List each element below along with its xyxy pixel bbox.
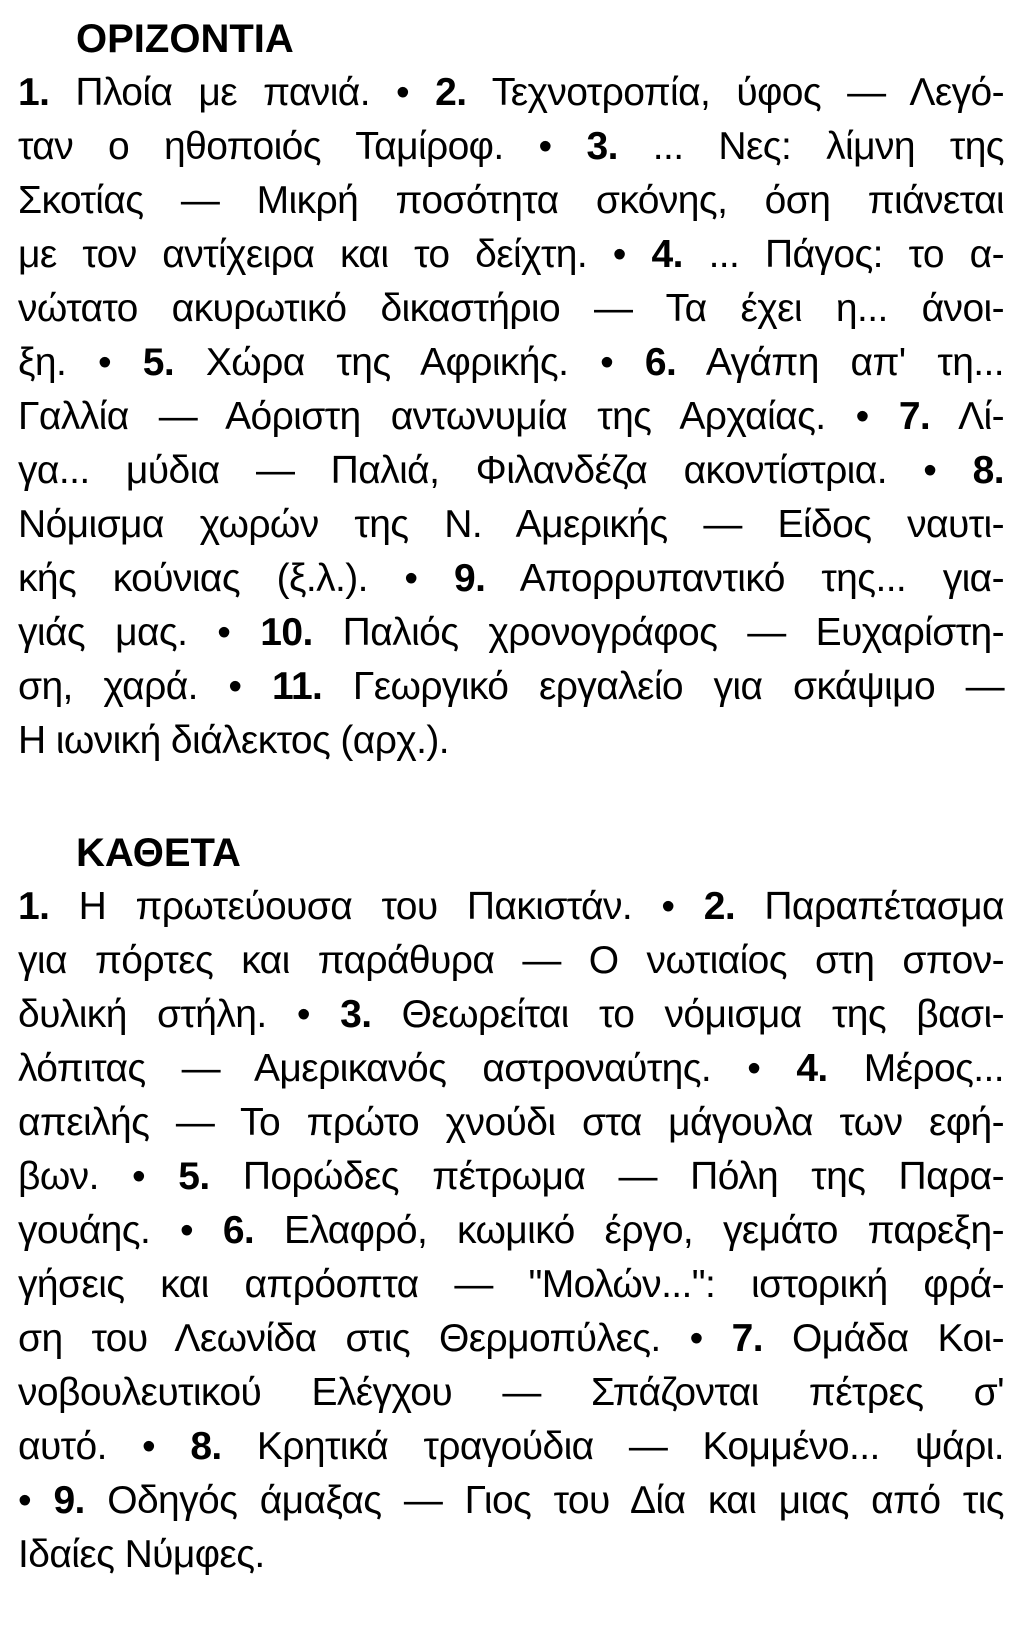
clue-line: ταν ο ηθοποιός Ταμίροφ. • 3. ... Νες: λίμνη της (18, 125, 1004, 168)
clue-line: απειλής — Το πρώτο χνούδι στα μάγουλα των εφή- (18, 1101, 1004, 1144)
clue-line: Γαλλία — Αόριστη αντωνυμία της Αρχαίας. • 7. Λί- (18, 395, 1004, 438)
across-clues (18, 66, 1004, 768)
clue-line: Ιδαίες Νύμφες. (18, 1533, 265, 1576)
clue-line: ση, χαρά. • 11. Γεωργικό εργαλείο για σκάψιμο — (18, 665, 1004, 708)
clue-line: λόπιτας — Αμερικανός αστροναύτης. • 4. Μέρος... (18, 1047, 1004, 1090)
clue-line: νώτατο ακυρωτικό δικαστήριο — Τα έχει η... άνοι- (18, 287, 1004, 330)
clue-line: αυτό. • 8. Κρητικά τραγούδια — Κομμένο... ψάρι. (18, 1425, 1004, 1468)
down-clues (18, 880, 1004, 1582)
clue-line: βων. • 5. Πορώδες πέτρωμα — Πόλη της Παρα- (18, 1155, 1004, 1198)
clue-line: δυλική στήλη. • 3. Θεωρείται το νόμισμα της βασι- (18, 993, 1004, 1036)
clue-line: Η ιωνική διάλεκτος (αρχ.). (18, 719, 450, 762)
clue-line: 1. Πλοία με πανιά. • 2. Τεχνοτροπία, ύφος — Λεγό- (18, 71, 1004, 114)
clue-line: Νόμισμα χωρών της Ν. Αμερικής — Είδος ναυτι- (18, 503, 1004, 546)
clue-line: γιάς μας. • 10. Παλιός χρονογράφος — Ευχαρίστη- (18, 611, 1004, 654)
clue-line: 1. Η πρωτεύουσα του Πακιστάν. • 2. Παραπέτασμα (18, 885, 1004, 928)
clue-line: κής κούνιας (ξ.λ.). • 9. Απορρυπαντικό της... για- (18, 557, 1005, 600)
across-heading: ΟΡΙΖΟΝΤΙΑ (76, 17, 294, 61)
section-gap (18, 768, 1004, 828)
clue-line: • 9. Οδηγός άμαξας — Γιος του Δία και μιας από τις (18, 1479, 1004, 1522)
clue-line: γουάης. • 6. Ελαφρό, κωμικό έργο, γεμάτο παρεξη- (18, 1209, 1004, 1252)
clue-line: ση του Λεωνίδα στις Θερμοπύλες. • 7. Ομάδα Κοι- (18, 1317, 1005, 1360)
down-heading: ΚΑΘΕΤΑ (76, 831, 241, 875)
clue-line: γα... μύδια — Παλιά, Φιλανδέζα ακοντίστρια. • 8. (18, 449, 1004, 492)
clue-line: ξη. • 5. Χώρα της Αφρικής. • 6. Αγάπη απ' τη... (18, 341, 1005, 384)
crossword-clues-page (18, 14, 1004, 1582)
clue-line: Σκοτίας — Μικρή ποσότητα σκόνης, όση πιάνεται (18, 179, 1004, 222)
clue-line: για πόρτες και παράθυρα — Ο νωτιαίος στη σπον- (18, 939, 1004, 982)
clue-line: με τον αντίχειρα και το δείχτη. • 4. ... Πάγος: το α- (18, 233, 1004, 276)
clue-line: γήσεις και απρόοπτα — "Μολών...": ιστορική φρά- (18, 1263, 1004, 1306)
clue-line: νοβουλευτικού Ελέγχου — Σπάζονται πέτρες σ' (18, 1371, 1004, 1414)
